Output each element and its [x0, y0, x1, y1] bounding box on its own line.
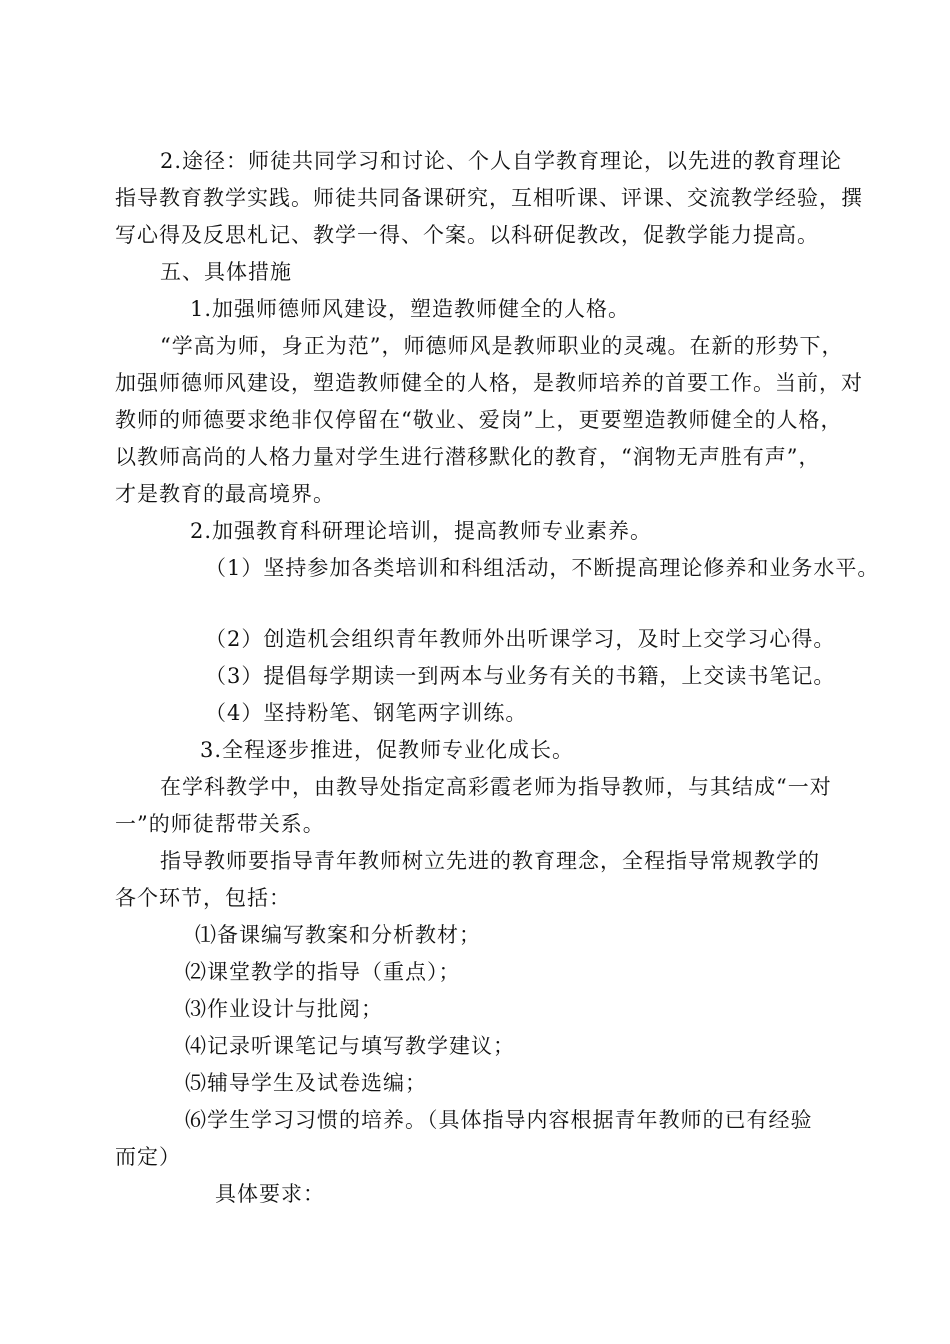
list-item: ⑵课堂教学的指导（重点）；	[185, 960, 461, 984]
list-item: （1）坚持参加各类培训和科组活动，不断提高理论修养和业务水平。	[205, 556, 880, 580]
paragraph-line: 指导教育教学实践。师徒共同备课研究，互相听课、评课、交流教学经验，撰	[115, 186, 863, 210]
paragraph-line: 一”的师徒帮带关系。	[115, 812, 325, 836]
paragraph-line: 写心得及反思札记、教学一得、个案。以科研促教改，促教学能力提高。	[115, 223, 819, 247]
list-item: （4）坚持粉笔、钢笔两字训练。	[205, 701, 528, 725]
list-item: ⑷记录听课笔记与填写教学建议；	[185, 1034, 515, 1058]
list-item: ⑹学生学习习惯的培养。（具体指导内容根据青年教师的已有经验	[185, 1108, 813, 1132]
subsection-heading: 2.加强教育科研理论培训，提高教师专业素养。	[190, 519, 653, 543]
paragraph-line: “学高为师，身正为范”，师德师风是教师职业的灵魂。在新的形势下，	[160, 334, 844, 358]
paragraph-line: 具体要求：	[215, 1182, 325, 1206]
list-item: （2）创造机会组织青年教师外出听课学习，及时上交学习心得。	[205, 627, 836, 651]
list-item: ⑸辅导学生及试卷选编；	[185, 1071, 427, 1095]
paragraph-line: 而定）	[115, 1145, 181, 1169]
paragraph-line: 加强师德师风建设，塑造教师健全的人格，是教师培养的首要工作。当前，对	[115, 371, 863, 395]
paragraph-line: 2.途径：师徒共同学习和讨论、个人自学教育理论，以先进的教育理论	[160, 149, 843, 173]
paragraph-line: 才是教育的最高境界。	[115, 482, 335, 506]
list-item: ⑶作业设计与批阅；	[185, 997, 383, 1021]
list-item: （3）提倡每学期读一到两本与业务有关的书籍，上交读书笔记。	[205, 664, 836, 688]
subsection-heading: 3.全程逐步推进，促教师专业化成长。	[200, 738, 575, 762]
paragraph-line: 以教师高尚的人格力量对学生进行潜移默化的教育，“润物无声胜有声”，	[115, 445, 821, 469]
subsection-heading: 1.加强师德师风建设，塑造教师健全的人格。	[190, 297, 631, 321]
paragraph-line: 教师的师德要求绝非仅停留在“敬业、爱岗”上，更要塑造教师健全的人格，	[115, 408, 843, 432]
section-heading: 五、具体措施	[160, 260, 292, 284]
paragraph-line: 各个环节，包括：	[115, 886, 291, 910]
paragraph-line: 指导教师要指导青年教师树立先进的教育理念，全程指导常规教学的	[160, 849, 820, 873]
paragraph-line: 在学科教学中，由教导处指定高彩霞老师为指导教师，与其结成“一对	[160, 775, 832, 799]
list-item: ⑴备课编写教案和分析教材；	[195, 923, 481, 947]
